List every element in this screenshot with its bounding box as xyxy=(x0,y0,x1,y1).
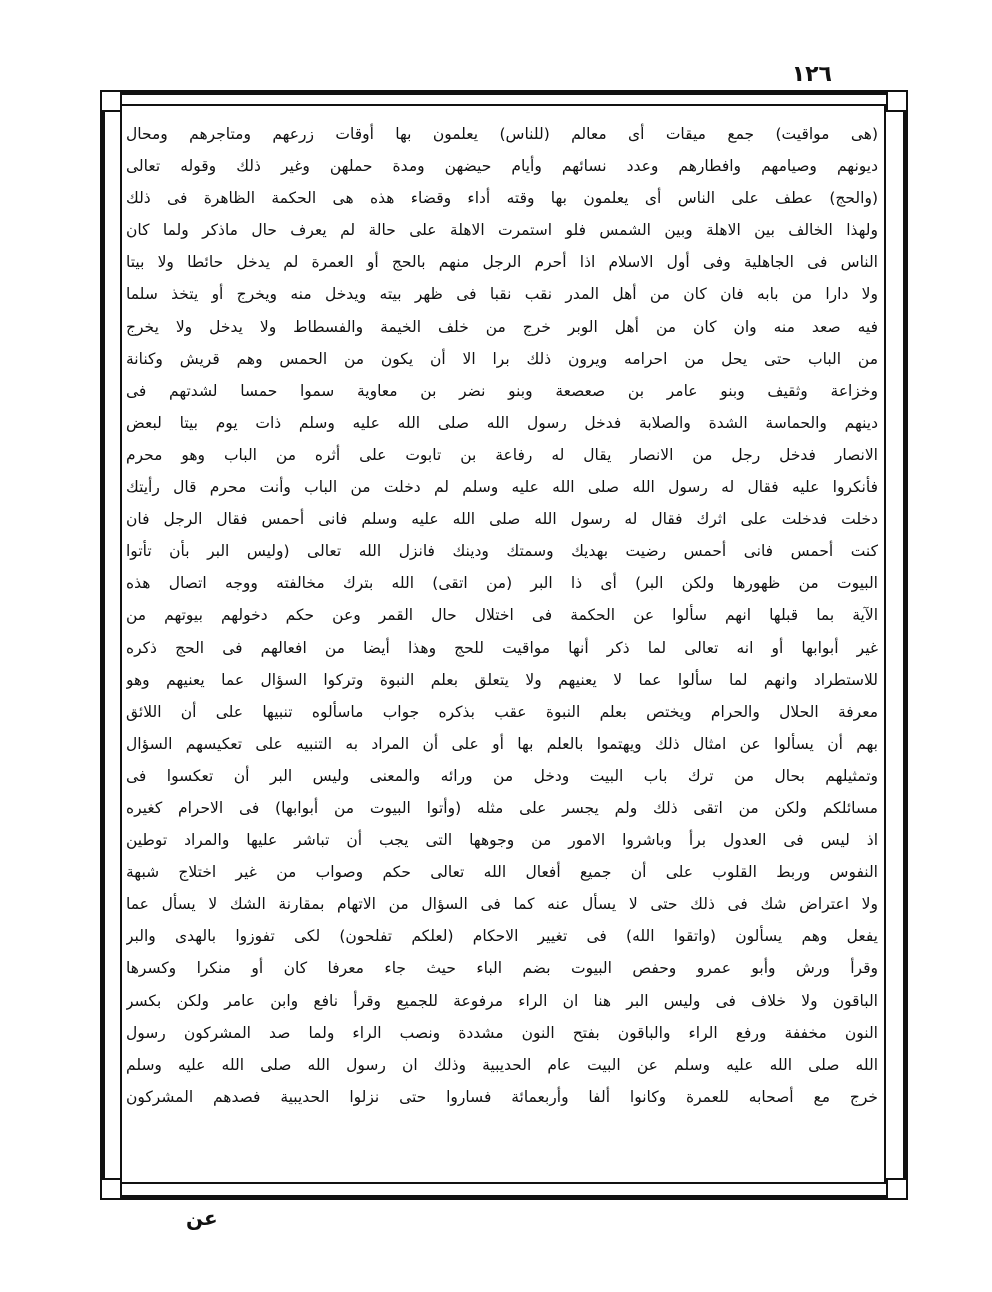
text-line: وتمثيلهم بحال من ترك باب البيت ودخل من ورائه والمعنى وليس البر أن تعكسوا فى xyxy=(126,766,878,785)
text-line: النون مخففة ورفع الراء والباقون بفتح النون مشددة ونصب الراء ولما صد المشركون رسول xyxy=(126,1023,878,1042)
text-line: الله صلى الله عليه وسلم عن البيت عام الحديبية وذلك ان رسول الله صلى الله عليه وسلم xyxy=(126,1055,878,1074)
text-line: وخزاعة وثقيف وبنو عامر بن صعصعة وبنو نضر بن معاوية سموا حمسا لشدتهم فى xyxy=(126,381,878,400)
text-line: ولا دارا من بابه فان كان من أهل المدر نقب نقبا فى ظهر بيته ويدخل منه ويخرج أو يتخذ سلما xyxy=(126,285,878,304)
text-line: (والحج) عطف على الناس أى يعلمون بها وقته أداء وقضاء هذه هى الحكمة الظاهرة فى ذلك xyxy=(126,189,878,208)
text-line: يفعل وهم يسألون (واتقوا الله) فى تغيير الاحكام (لعلكم تفلحون) لكى تفوزوا بالهدى والبر xyxy=(126,927,878,946)
text-line: (هى مواقيت) جمع ميقات أى معالم (للناس) يعلمون بها أوقات زرعهم ومتاجرهم ومحال xyxy=(126,125,878,143)
text-line: الباقون ولا خلاف فى وليس البر هنا ان الراء مرفوعة للجميع وقرأ نافع وابن عامر ولكن بكسر xyxy=(126,991,878,1010)
text-line: البيوت من ظهورها ولكن البر) أى ذا البر (من اتقى) الله بترك مخالفته ووجه اتصال هذه xyxy=(126,574,878,593)
page-number: ١٢٦ xyxy=(791,62,832,87)
text-line: الآية بما قبلها انهم سألوا عن الحكمة فى اختلال حال القمر وعن حكم دخولهم بيوتهم من xyxy=(126,606,878,625)
border-corner-top-right xyxy=(886,90,908,112)
text-line: بهم أن يسألوا عن امثال ذلك ويهتموا بالعلم بها أو على أن المراد به التنبيه على تعكيسهم السؤال xyxy=(126,734,878,753)
text-line: فيه صعد منه وان كان من أهل الوبر خرج من خلف الخيمة والفسطاط ولا يدخل ولا يخرج xyxy=(126,317,878,336)
border-corner-top-left xyxy=(100,90,122,112)
text-line: مسائلكم ولكن من اتقى ذلك ولم يجسر على مثله (وأتوا البيوت من أبوابها) فى الاحرام كغيره xyxy=(126,798,878,817)
text-line: دينهم والحماسة الشدة والصلابة فدخل رسول الله صلى الله عليه وسلم ذات يوم بيتا لبعض xyxy=(126,413,878,432)
text-line: معرفة الحلال والحرام ويختص بعلم النبوة عقب بذكره جواب ماسألوه تنبيها على أن اللائق xyxy=(126,702,878,721)
text-line: فأنكروا عليه فقال له رسول الله صلى الله عليه وسلم لم دخلت من الباب وأنت محرم قال رأيتك xyxy=(126,478,878,497)
text-line: للاستطراد وانهم لما سألوا عما لا يعنيهم ولا يتعلق بعلم النبوة وتركوا السؤال عما يعنيهم وهو xyxy=(126,670,878,689)
text-line: دخلت فدخلت على اثرك فقال له رسول الله صلى الله عليه وسلم فانى أحمس فقال الرجل فان xyxy=(126,510,878,529)
border-corner-bottom-left xyxy=(100,1178,122,1200)
text-line: النفوس وربط القلوب على أن جميع أفعال الله تعالى حكم وصواب من غير اختلاج شبهة xyxy=(126,863,878,882)
text-line: ديونهم وصيامهم وافطارهم وعدد نسائهم وأيام حيضهن ومدة حملهن وغير ذلك وقوله تعالى xyxy=(126,157,878,176)
text-line: من الباب حتى يحل من احرامه ويرون ذلك برا الا أن يكون من الحمس وهم قريش وكنانة xyxy=(126,349,878,368)
body-text xyxy=(126,118,878,1182)
text-line: الناس فى الجاهلية وفى أول الاسلام اذا أحرم الرجل منهم بالحج أو العمرة لم يدخل حائطا ولا بيتا xyxy=(126,253,878,272)
text-line: ولا اعتراض شك فى ذلك حتى لا يسأل عنه كما فى السؤال من الاتهام بمقارنة الشك لا يسأل عما xyxy=(126,895,878,914)
text-line: كنت أحمس فانى أحمس رضيت بهديك وسمتك ودينك فانزل الله تعالى (وليس البر بأن تأتوا xyxy=(126,542,878,561)
text-line: الانصار فدخل رجل من الانصار يقال له رفاعة بن تابوت على أثره من الباب وهو محرم xyxy=(126,445,878,464)
text-line: اذ ليس فى العدول برأ وباشروا الامور من وجوهها التى يجب أن تباشر عليها والمراد توطين xyxy=(126,831,878,850)
text-line: خرج مع أصحابه للعمرة وكانوا ألفا وأربعمائة فساروا حتى نزلوا الحديبية فصدهم المشركون xyxy=(126,1087,878,1106)
text-line: وقرأ ورش وأبو عمرو وحفص البيوت بضم الباء حيث جاء معرفا كان أو منكرا وكسرها xyxy=(126,959,878,978)
text-line: غير أبوابها أو انه تعالى لما ذكر أنها مواقيت للحج وهذا أيضا من افعالهم فى الحج ذكره xyxy=(126,638,878,657)
catchword: عن xyxy=(186,1206,218,1230)
border-corner-bottom-right xyxy=(886,1178,908,1200)
text-line: ولهذا الخالف بين الاهلة وبين الشمس فلو استمرت الاهلة على حالة لم يعرف حال ماذكر ولما كان xyxy=(126,221,878,240)
